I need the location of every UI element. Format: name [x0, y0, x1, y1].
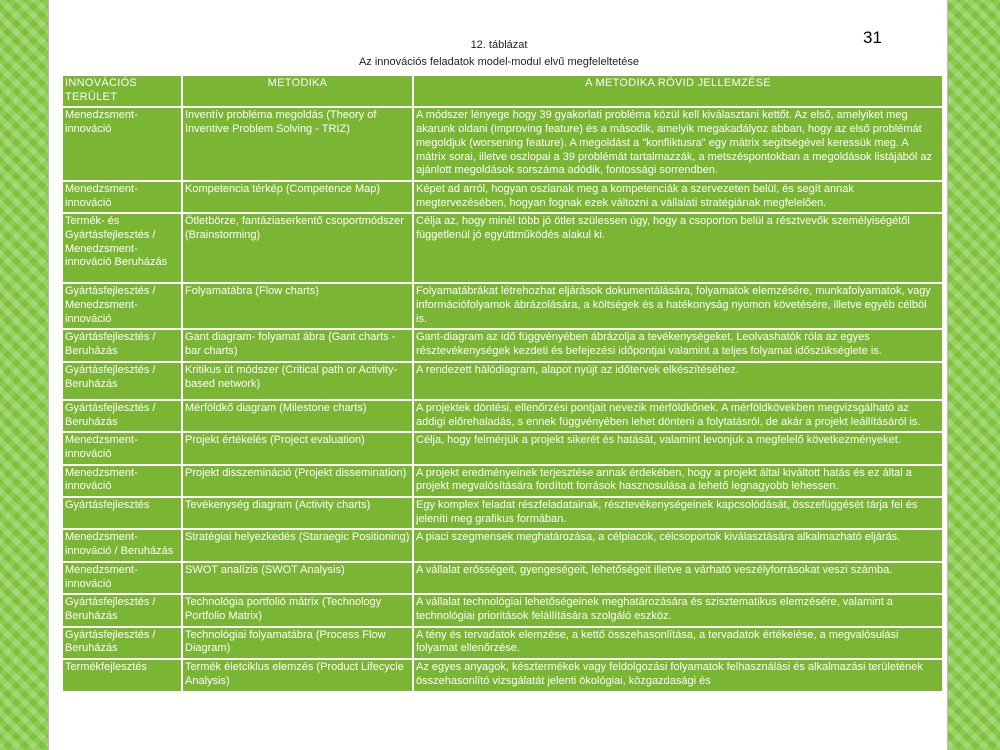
innovation-area-cell: Termékfejlesztés [62, 659, 182, 691]
description-cell: A vállalat erősségeit, gyengeségeit, lehetőségeit illetve a várható veszélyforrásokat veszi számba. [413, 562, 943, 594]
table-row [62, 213, 943, 283]
description-cell: Gant-diagram az idő függvényében ábrázolja a tevékenységeket. Leolvashatók róla az egyes résztevékenységek kezdeti és befejezési időpontjai valamint a teljes folyamat időszükséglete is. [413, 329, 943, 361]
table-row [62, 181, 943, 213]
description-cell: A módszer lényege hogy 39 gyakorlati probléma közül kell kiválasztani kettőt. Az első, amelyiket meg akarunk oldani (improving feature) és a második, amelyik megakadályoz abban, hogy az első problémát megoldjuk (worsening feature). A megoldást a "konfliktusra" egy mátrix segítségével keressük meg. A mátrix sorai, illetve oszlopai a 39 problémát tartalmazzák, a metszéspontokban a megoldások listájából az ajánlott megoldások sorszáma adódik, fontossági sorrendben. [413, 107, 943, 181]
innovation-area-cell: Termék- és Gyártásfejlesztés / Menedzsment-innováció Beruházás [62, 213, 182, 283]
table-caption-title: Az innovációs feladatok model-modul elvű megfeleltetése [358, 56, 640, 68]
table-row [62, 497, 943, 529]
method-cell: Ötletbörze, fantáziaserkentő csoportmódszer (Brainstorming) [182, 213, 413, 283]
table-header-row [62, 75, 943, 107]
description-cell: Képet ad arról, hogyan oszlanak meg a kompetenciák a szervezeten belül, és segít annak megtervezésében, hogyan fognak ezek változni a vállalati stratégiának megfelelően. [413, 181, 943, 213]
table-row [62, 594, 943, 626]
innovation-area-cell: Menedzsment-innováció [62, 465, 182, 497]
description-cell: A projekt eredményeinek terjesztése annak érdekében, hogy a projekt által kiváltott hatás és ez által a projekt megvalósítására fordított források hasznosulása a lehető legnagyobb lehessen. [413, 465, 943, 497]
innovation-area-cell: Gyártásfejlesztés / Beruházás [62, 362, 182, 400]
method-cell: Stratégiai helyezkedés (Staraegic Positioning) [182, 529, 413, 561]
method-cell: Mérföldkő diagram (Milestone charts) [182, 400, 413, 432]
innovation-area-cell: Menedzsment-innováció [62, 562, 182, 594]
header-method: METODIKA [182, 75, 413, 107]
innovation-methods-table [61, 74, 944, 693]
method-cell: Kompetencia térkép (Competence Map) [182, 181, 413, 213]
description-cell: A tény és tervadatok elemzése, a kettő összehasonlítása, a tervadatok értékelése, a megvalósulási folyamat ellenőrzése. [413, 627, 943, 659]
description-cell: Folyamatábrákat létrehozhat eljárások dokumentálására, folyamatok elemzésére, munkafolyamatok, vagy információfolyamok ábrázolására, a költségek és a hatékonyság nyomon követésére, illetve egyéb célból is. [413, 283, 943, 329]
method-cell: Projekt értékelés (Project evaluation) [182, 432, 413, 464]
table-row [62, 432, 943, 464]
table-row [62, 107, 943, 181]
table-caption-number: 12. táblázat [470, 39, 528, 51]
table-row [62, 362, 943, 400]
method-cell: Tevékenység diagram (Activity charts) [182, 497, 413, 529]
method-cell: Termék életciklus elemzés (Product Lifecycle Analysis) [182, 659, 413, 691]
innovation-area-cell: Gyártásfejlesztés / Beruházás [62, 627, 182, 659]
description-cell: Az egyes anyagok, késztermékek vagy feldolgozási folyamatok felhasználási és alkalmazási területének összehasonlító vizsgálatát jelenti ökológiai, közgazdasági és [413, 659, 943, 691]
description-cell: Célja, hogy felmérjük a projekt sikerét és hatását, valamint levonjuk a megfelelő következményeket. [413, 432, 943, 464]
innovation-area-cell: Gyártásfejlesztés / Beruházás [62, 594, 182, 626]
innovation-area-cell: Menedzsment-innováció / Beruházás [62, 529, 182, 561]
table-row [62, 329, 943, 361]
method-cell: SWOT analízis (SWOT Analysis) [182, 562, 413, 594]
table-row [62, 529, 943, 561]
innovation-area-cell: Gyártásfejlesztés / Beruházás [62, 329, 182, 361]
table-row [62, 283, 943, 329]
table-row [62, 562, 943, 594]
table-row [62, 400, 943, 432]
table-row [62, 465, 943, 497]
header-innovation-area: INNOVÁCIÓS TERÜLET [62, 75, 182, 107]
innovation-area-cell: Menedzsment-innováció [62, 432, 182, 464]
method-cell: Projekt disszemináció (Projekt dissemination) [182, 465, 413, 497]
innovation-area-cell: Gyártásfejlesztés / Beruházás [62, 400, 182, 432]
description-cell: A projektek döntési, ellenőrzési pontjait nevezik mérföldkőnek. A mérföldkövekben megvizsgálható az addigi előrehaladás, s ennek függvényében lehet dönteni a folytatásról, de akár a projekt leállításáról is. [413, 400, 943, 432]
method-cell: Kritikus út módszer (Critical path or Activity-based network) [182, 362, 413, 400]
description-cell: A vállalat technológiai lehetőségeinek meghatározására és szisztematikus elemzésére, valamint a technológiai prioritások felállítására szolgáló eszköz. [413, 594, 943, 626]
method-cell: Technológia portfolió mátrix (Technology Portfolio Matrix) [182, 594, 413, 626]
description-cell: A rendezett hálódiagram, alapot nyújt az időtervek elkészítéséhez. [413, 362, 943, 400]
document-page [48, 0, 948, 750]
header-method-description: A METODIKA RÖVID JELLEMZÉSE [413, 75, 943, 107]
innovation-area-cell: Menedzsment-innováció [62, 181, 182, 213]
table-row [62, 627, 943, 659]
innovation-area-cell: Gyártásfejlesztés [62, 497, 182, 529]
method-cell: Inventív probléma megoldás (Theory of Inventive Problem Solving - TRIZ) [182, 107, 413, 181]
page-number: 31 [863, 28, 882, 47]
method-cell: Folyamatábra (Flow charts) [182, 283, 413, 329]
description-cell: Egy komplex feladat részfeladatainak, résztevékenységeinek kapcsolódását, összefüggését tárja fel és jeleníti meg grafikus formában. [413, 497, 943, 529]
table-row [62, 659, 943, 691]
method-cell: Technológiai folyamatábra (Process Flow Diagram) [182, 627, 413, 659]
description-cell: Célja az, hogy minél több jó ötlet szülessen úgy, hogy a csoporton belül a résztvevők személyiségétől függetlenül jó együttműködés alakul ki. [413, 213, 943, 283]
innovation-area-cell: Gyártásfejlesztés / Menedzsment-innováció [62, 283, 182, 329]
innovation-area-cell: Menedzsment-innováció [62, 107, 182, 181]
description-cell: A piaci szegmensek meghatározása, a célpiacok, célcsoportok kiválasztására alkalmazható eljárás. [413, 529, 943, 561]
method-cell: Gant diagram- folyamat ábra (Gant charts - bar charts) [182, 329, 413, 361]
